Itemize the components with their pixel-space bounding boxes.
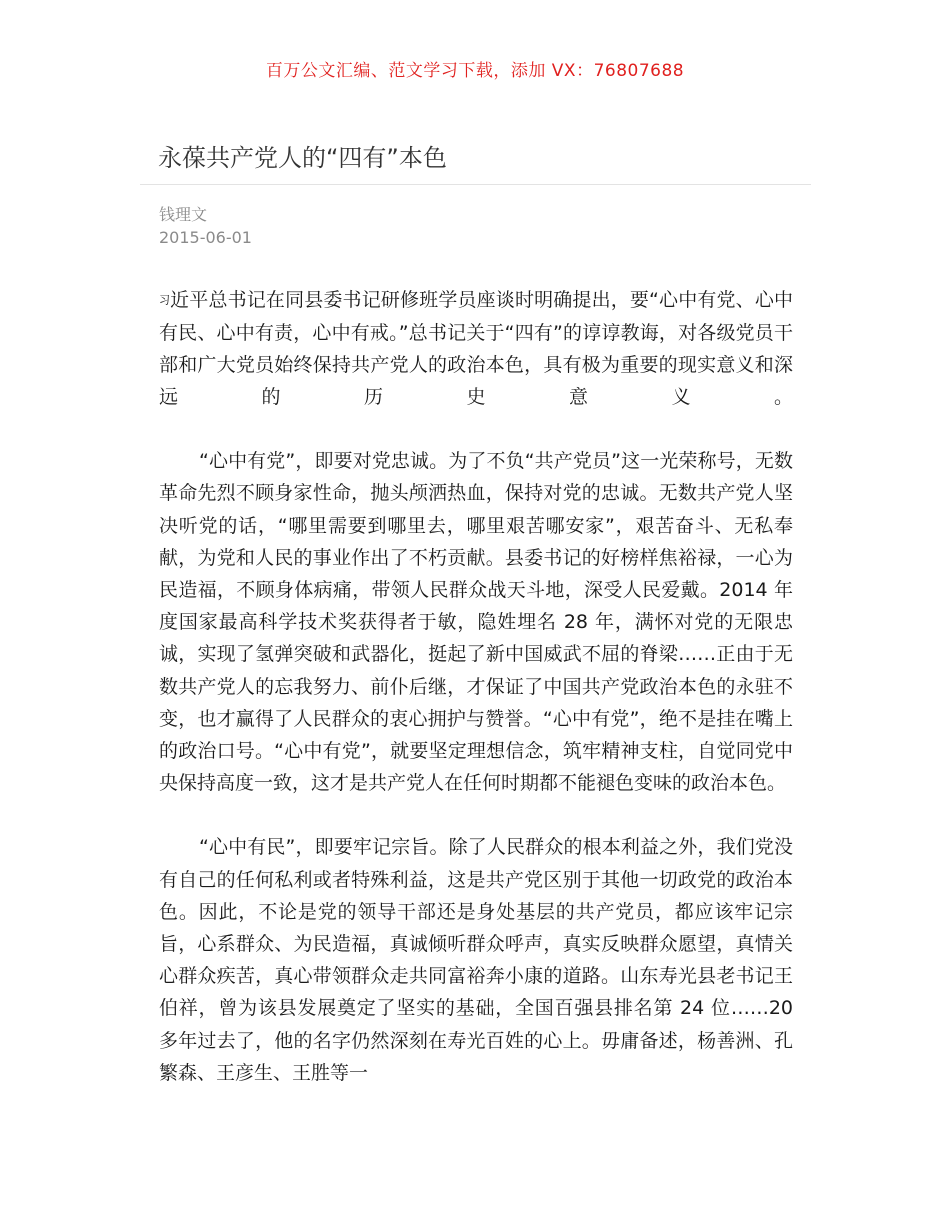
paragraph-party: “心中有党”，即要对党忠诚。为了不负“共产党员”这一光荣称号，无数革命先烈不顾身家性命，抛头颅洒热血，保持对党的忠诚。无数共产党人坚决听党的话，“哪里需要到哪里去，哪里艰苦哪安家”，艰苦奋斗、无私奉献，为党和人民的事业作出了不朽贡献。县委书记的好榜样焦裕禄，一心为民造福，不顾身体病痛，带领人民群众战天斗地，深受人民爱戴。2014 年度国家最高科学技术奖获得者于敏，隐姓埋名 28 年，满怀对党的无限忠诚，实现了氢弹突破和武器化，挺起了新中国威武不屈的脊梁……正由于无数共产党人的忘我努力、前仆后继，才保证了中国共产党政治本色的永驻不变，也才赢得了人民群众的衷心拥护与赞誉。“心中有党”，绝不是挂在嘴上的政治口号。“心中有党”，就要坚定理想信念，筑牢精神支柱，自觉同党中央保持高度一致，这才是共产党人在任何时期都不能褪色变味的政治本色。 [159,450,793,795]
promo-banner: 百万公文汇编、范文学习下载，添加 VX：76807688 [265,61,685,81]
publish-date: 2015-06-01 [159,228,252,247]
article-title: 永葆共产党人的“四有”本色 [158,144,447,172]
paragraph-intro-text: 近平总书记在同县委书记研修班学员座谈时明确提出，要“心中有党、心中有民、心中有责，心中有戒。”总书记关于“四有”的谆谆教诲，对各级党员干部和广大党员始终保持共产党人的政治本色，具有极为重要的现实意义和深远的历史意义。 [159,289,793,408]
title-divider [140,184,811,185]
article-body [159,284,793,1089]
lead-mark: 习 [159,293,171,307]
author-name: 钱理文 [159,205,208,224]
paragraph-intro [159,284,793,413]
article-meta [159,203,252,249]
paragraph-people: “心中有民”，即要牢记宗旨。除了人民群众的根本利益之外，我们党没有自己的任何私利或者特殊利益，这是共产党区别于其他一切政党的政治本色。因此，不论是党的领导干部还是身处基层的共产党员，都应该牢记宗旨，心系群众、为民造福，真诚倾听群众呼声，真实反映群众愿望，真情关心群众疾苦，真心带领群众走共同富裕奔小康的道路。山东寿光县老书记王伯祥，曾为该县发展奠定了坚实的基础，全国百强县排名第 24 位……20 多年过去了，他的名字仍然深刻在寿光百姓的心上。毋庸备述，杨善洲、孔繁森、王彦生、王胜等一 [159,836,793,1084]
